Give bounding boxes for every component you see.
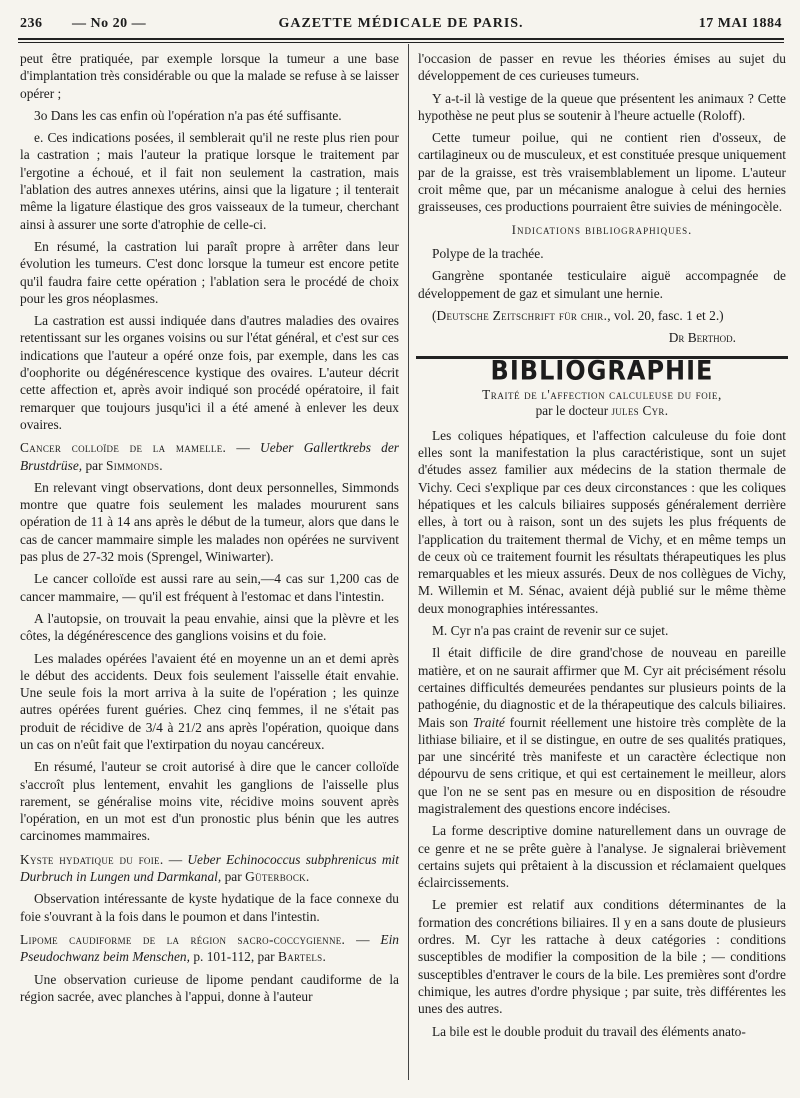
column-divider bbox=[408, 44, 409, 1080]
paragraph: M. Cyr n'a pas craint de revenir sur ce sujet. bbox=[432, 623, 669, 639]
emphasis: Traité bbox=[472, 714, 505, 730]
issue-date: 17 MAI 1884 bbox=[698, 16, 782, 31]
paragraph: Les malades opérées l'avaient été en moyenne un an et demi après le début des accidents. Deux fois seulement l'aisselle était envahie. Une seule fois la mort arriva à la suite de l'opération ; les quinze autres opérées furent guéries. Chez cinq femmes, il ne s'était pas produit de récidive de 3/4 à 21/2 ans après l'opération, quoique dans un cas on n'eût fait que l'extirpation du noyau cancéreux. bbox=[20, 650, 399, 752]
heading-title: Cancer colloïde de la mamelle. bbox=[20, 440, 227, 456]
heading-author: Bartels. bbox=[278, 949, 327, 965]
heading-german-title: Ueber Echinococcus subphrenicus mit Durbruch in Lungen und Darmkanal, bbox=[20, 851, 399, 885]
paragraph: La forme descriptive domine naturellement dans un ouvrage de ce genre et ne se prête guère à l'analyse. Je signalerai brièvement certains sujets qui prêtaient à la discussion et réclamaient quelques éclaircissements. bbox=[418, 823, 786, 891]
paragraph: En résumé, la castration lui paraît propre à arrêter dans leur évolution les tumeurs. C'est donc lorsque la tumeur est encore petite qu'il faudra faire cette opération ; l'ablation sera le procédé de choix pour les gros néoplasmes. bbox=[20, 238, 399, 306]
page-header bbox=[20, 14, 782, 36]
article-byline: par le docteur jules Cyr. bbox=[535, 402, 669, 418]
article-heading-kyste-hydatique: Kyste hydatique du foie. — Ueber Echinococcus subphrenicus mit Durbruch in Lungen und Darmkanal, par Güterbock. bbox=[20, 851, 399, 885]
paragraph: e. Ces indications posées, il semblerait qu'il ne reste plus rien pour la castration ; mais l'auteur la pratique lorsque le traitement par l'ergotine a échoué, et il fait non seulement la castration, mais l'ablation des autres annexes utérins, ainsi que la ligature ; il tenterait même la ligature élastique des gros vaisseaux de la tumeur, cherchant ainsi à assurer une sorte d'atrophie de celle-ci. bbox=[20, 130, 399, 232]
article-author: jules Cyr. bbox=[611, 402, 669, 418]
reference-item: Gangrène spontanée testiculaire aiguë accompagnée de développement de gaz et simulant une hernie. bbox=[418, 268, 786, 301]
paragraph: 3o Dans les cas enfin où l'opération n'a pas été suffisante. bbox=[34, 107, 342, 123]
reference-item: Polype de la trachée. bbox=[432, 245, 544, 261]
heading-author: Simmonds. bbox=[105, 457, 163, 473]
heading-title: Kyste hydatique du foie. bbox=[20, 851, 164, 867]
paragraph: peut être pratiquée, par exemple lorsque la tumeur a une base d'implantation très considérable ou que la malade se refuse à se laisser opérer ; bbox=[20, 51, 399, 101]
paragraph: En relevant vingt observations, dont deux personnelles, Simmonds montre que quatre fois seulement les malades moururent sans opération de 11 à 14 ans après le début de la tumeur, alors que dans le cas de cancer mammaire simple les malades non opérées ne survivent pas plus de 27-32 mois (Sprengel, Winiwarter). bbox=[20, 479, 399, 565]
indications-heading: Indications bibliographiques. bbox=[511, 222, 693, 237]
heading-german-title: Ein Pseudochwanz beim Menschen, bbox=[20, 931, 400, 965]
right-column bbox=[418, 50, 786, 1045]
paragraph: La bile est le double produit du travail des éléments anato- bbox=[432, 1023, 746, 1039]
page-number: 236 bbox=[20, 16, 43, 31]
paragraph: Le premier est relatif aux conditions déterminantes de la formation des concrétions biliaires. Il y en a sans doute de plusieurs ordres. M. Cyr les rattache à deux catégories : conditions susceptibles de modifier la composition de la bile ; — conditions susceptibles d'entraver le cours de la bile. Les premières sont d'ordre chimique, les autres d'ordre physique ; par suite, très différentes les unes des autres. bbox=[418, 897, 786, 1017]
left-column bbox=[20, 50, 399, 1010]
heading-german-title: Ueber Gallertkrebs der Brustdrüse, bbox=[20, 440, 400, 473]
section-title: BIBLIOGRAPHIE bbox=[490, 355, 714, 387]
reference-source: (Deutsche Zeitschrift für chir., vol. 20, fasc. 1 et 2.) bbox=[432, 307, 724, 323]
paragraph: Il était difficile de dire grand'chose de nouveau en pareille matière, et on ne saurait affirmer que M. Cyr ait précisément résolu certaines difficultés demeurées pendantes sur plusieurs points de la pathogénie, du diagnostic et de la thérapeutique des calculs biliaires. Mais son Traité fournit réellement une histoire très complète de la lithiase biliaire, et il se distingue, en outre de ses qualités pratiques, par une sincérité très manifeste et un caractère éclectique non dépourvu de sens critique, et qui est certainement le meilleur, alors que l'on ne se sent pas en mesure ou en disposition de résoudre magistralement des questions encore indécises. bbox=[418, 645, 786, 816]
article-title: Traité de l'affection calculeuse du foie, bbox=[482, 386, 722, 402]
article-heading-cancer-colloide: Cancer colloïde de la mamelle. — Ueber Gallertkrebs der Brustdrüse, par Simmonds. bbox=[20, 440, 400, 473]
header-rule-thin bbox=[18, 42, 784, 43]
journal-title: GAZETTE MÉDICALE DE PARIS. bbox=[278, 16, 524, 31]
paragraph: Les coliques hépatiques, et l'affection calculeuse du foie dont elles sont la manifestation la plus caractéristique, sont un sujet d'études assez familier aux médecins de la station thermale de Vichy. Ceci s'explique par ces deux circonstances : que les coliques hépatiques et les calculs biliaires supposés généralement derrière elles, à tort ou à raison, sont un des sujets les plus fréquents de l'application du traitement thermal de Vichy, et en même temps un de ceux où ce traitement fournit les résultats thérapeutiques les plus remarquables et les mieux assurés. Deux de nos collègues de Vichy, M. Willemin et M. Sénac, avaient déjà publié sur le même thème deux monographies intéressantes. bbox=[418, 427, 786, 616]
paragraph: A l'autopsie, on trouvait la peau envahie, ainsi que la plèvre et les côtes, la dégénérescence des ganglions voisins et du foie. bbox=[20, 610, 399, 644]
paragraph: Y a-t-il là vestige de la queue que présentent les animaux ? Cette hypothèse ne peut plus se soutenir à l'heure actuelle (Roloff). bbox=[418, 90, 786, 123]
article-heading-lipome: Lipome caudiforme de la région sacro-coccygienne. — Ein Pseudochwanz beim Menschen, p. 101-112, par Bartels. bbox=[20, 931, 400, 965]
paragraph: Observation intéressante de kyste hydatique de la face connexe du foie s'ouvrant à la fois dans le poumon et dans l'intestin. bbox=[20, 891, 399, 924]
issue-number: — No 20 — bbox=[72, 16, 147, 31]
paragraph: Le cancer colloïde est aussi rare au sein,—4 cas sur 1,200 cas de cancer mammaire, — qu'il est fréquent à l'estomac et dans l'intestin. bbox=[20, 571, 399, 604]
author-signature: Dr Berthod. bbox=[668, 330, 736, 346]
heading-author: Güterbock. bbox=[245, 869, 310, 885]
heading-title: Lipome caudiforme de la région sacro-coccygienne. bbox=[20, 931, 346, 947]
heading-by: par bbox=[85, 457, 103, 473]
paragraph: La castration est aussi indiquée dans d'autres maladies des ovaires retentissant sur les organes voisins ou sur l'état général, et c'est sur ces indications que l'auteur a opéré onze fois, par exemple, dans les cas d'oophorite ou dégénérescence kystique des ovaires. L'auteur décrit cette affection et, après avoir indiqué son procédé opératoire, il fait remarquer que toujours jusqu'ici il a été amené à enlever les deux ovaires. bbox=[20, 313, 399, 432]
header-rule bbox=[18, 38, 784, 40]
article-title-block bbox=[418, 387, 786, 419]
paragraph: l'occasion de passer en revue les théories émises au sujet du développement de ces curieuses tumeurs. bbox=[418, 51, 786, 84]
paragraph: Cette tumeur poilue, qui ne contient rien d'osseux, de cartilagineux ou de musculeux, et est constituée presque uniquement par de la graisse, est très vraisemblablement un lipome. L'auteur croit même que, par un mécanisme analogue à celui des hernies graisseuses, ces productions pourraient être suivies de méningocèle. bbox=[418, 130, 786, 215]
paragraph: Une observation curieuse de lipome pendant caudiforme de la région sacrée, avec planches à l'appui, donne à l'auteur bbox=[20, 971, 399, 1004]
heading-by: par bbox=[224, 869, 242, 885]
paragraph: En résumé, l'auteur se croit autorisé à dire que le cancer colloïde s'accroît plus lentement, envahit les ganglions de l'aisselle plus rarement, se généralise moins vite, récidive moins souvent après l'opération, en un mot est d'un pronostic plus bénin que les autres carcinomes mammaires. bbox=[20, 759, 399, 844]
reference-journal: Deutsche Zeitschrift für chir. bbox=[436, 307, 608, 323]
heading-pages: p. 101-112, par bbox=[193, 949, 275, 965]
